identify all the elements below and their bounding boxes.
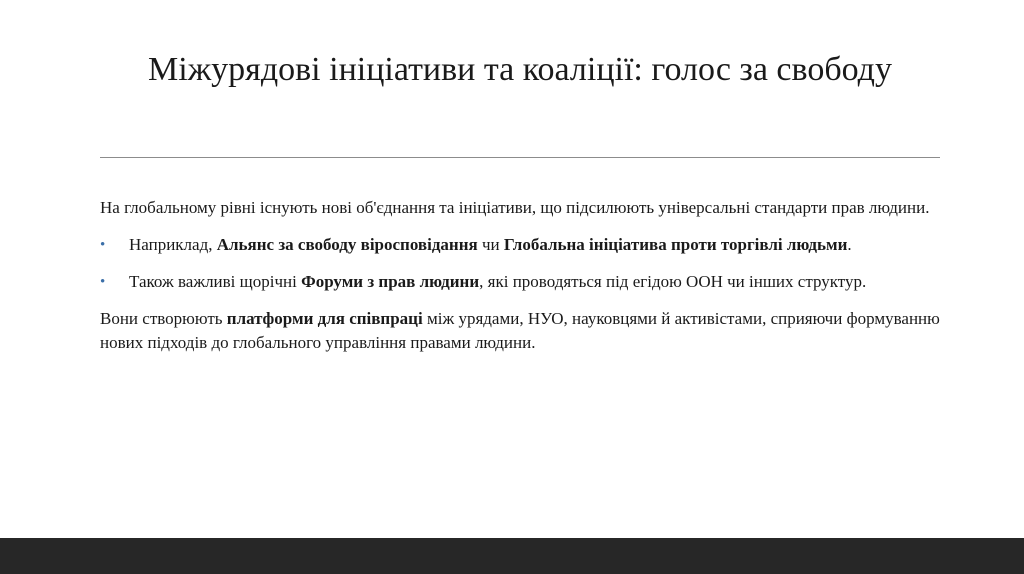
footer-bar [0,538,1024,574]
slide-body [100,196,940,368]
bullet-text [129,272,866,291]
bold-run: платформи для співпраці [226,309,423,328]
bullet-dot-icon: • [100,237,106,253]
text-run: Наприклад, [129,235,217,254]
title-divider [100,157,940,158]
bold-run: Глобальна ініціатива проти торгівлі людьми [503,235,848,254]
text-run: , які проводяться під егідою ООН чи інших структур. [479,272,867,291]
bullet-text [129,235,852,254]
text-run: чи [477,235,504,254]
bold-run: Альянс за свободу віросповідання [216,235,478,254]
bullet-list [100,233,940,294]
bold-run: Форуми з прав людини [301,272,480,291]
text-run: Також важливі щорічні [129,272,302,291]
intro-paragraph: На глобальному рівні існують нові об'єднання та ініціативи, що підсилюють універсальні стандарти прав людини. [100,198,930,217]
text-run: . [847,235,852,254]
text-run: Вони створюють [100,309,227,328]
slide-title: Міжурядові ініціативи та коаліції: голос за свободу [148,51,892,88]
text-run: між урядами, НУО, науковцями й активістами, сприяючи формуванню нових підходів до глобального управління правами людини. [100,309,940,352]
bullet-item [100,270,940,294]
bullet-item [100,233,940,257]
bullet-dot-icon: • [100,274,106,290]
closing-paragraph [100,307,940,355]
